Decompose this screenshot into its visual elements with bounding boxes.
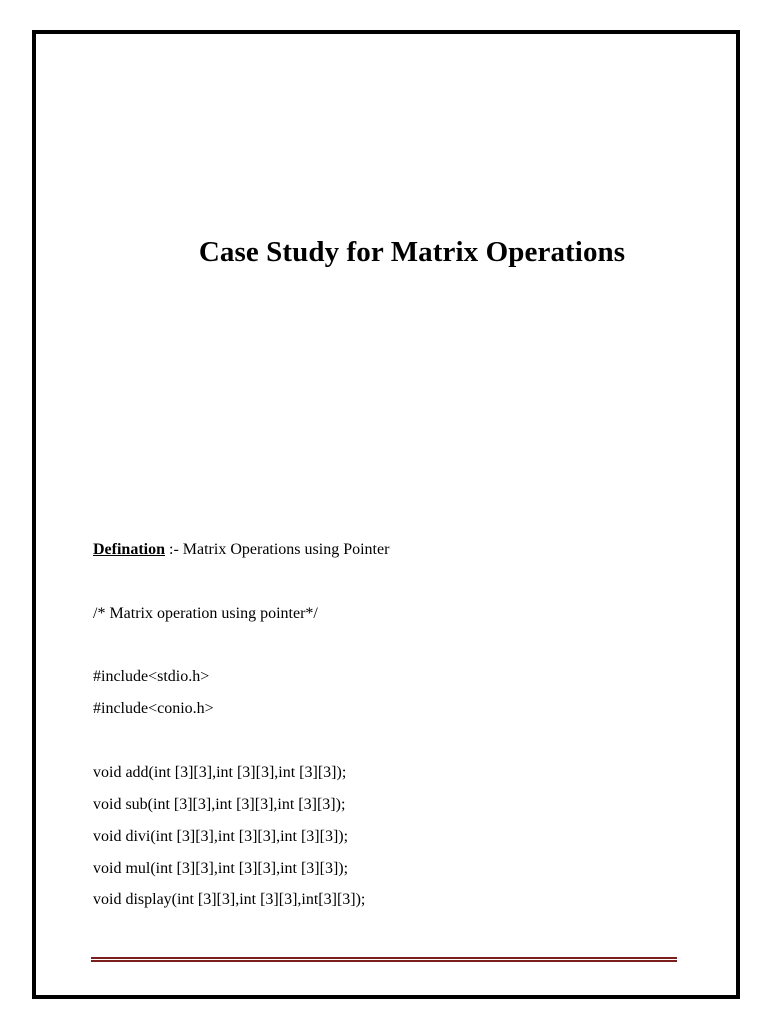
code-comment: /* Matrix operation using pointer*/: [93, 605, 318, 622]
definition-line: [93, 541, 389, 559]
page-title: Case Study for Matrix Operations: [198, 236, 626, 268]
prototype-line: void sub(int [3][3],int [3][3],int [3][3]);: [93, 796, 346, 813]
prototype-line: void divi(int [3][3],int [3][3],int [3][3]);: [93, 828, 349, 845]
include-line: #include<stdio.h>: [93, 668, 210, 685]
prototype-line: void add(int [3][3],int [3][3],int [3][3]);: [93, 764, 347, 781]
definition-separator: :-: [165, 541, 183, 558]
definition-text: Matrix Operations using Pointer: [182, 541, 390, 558]
prototype-line: void display(int [3][3],int [3][3],int[3][3]);: [93, 891, 366, 908]
definition-term: Defination: [93, 541, 165, 558]
footer-divider-line: [91, 960, 677, 962]
prototype-line: void mul(int [3][3],int [3][3],int [3][3]);: [93, 860, 349, 877]
page-border: [32, 30, 740, 999]
footer-divider-line: [91, 957, 677, 959]
footer-divider: [91, 957, 677, 962]
include-line: #include<conio.h>: [93, 700, 214, 717]
